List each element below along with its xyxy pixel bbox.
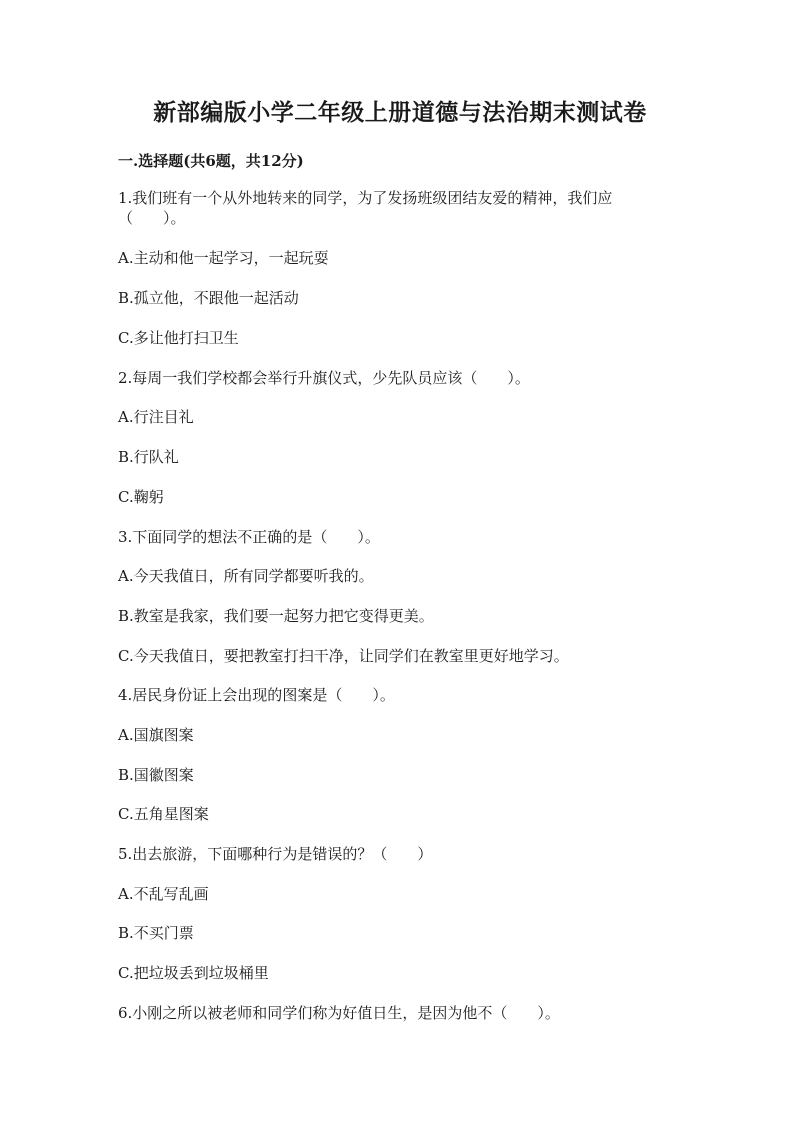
question-5-option-c: C.把垃圾丢到垃圾桶里: [118, 964, 269, 982]
question-4-option-b: B.国徽图案: [118, 766, 194, 784]
question-3-option-a: A.今天我值日，所有同学都要听我的。: [118, 567, 374, 585]
page-title: 新部编版小学二年级上册道德与法治期末测试卷: [153, 99, 647, 126]
question-1-stem-line-1: 1.我们班有一个从外地转来的同学，为了发扬班级团结友爱的精神，我们应: [118, 189, 613, 207]
question-4-option-a: A.国旗图案: [118, 726, 194, 744]
question-6-stem: 6.小刚之所以被老师和同学们称为好值日生，是因为他不（ ）。: [118, 1004, 560, 1022]
question-1-option-a: A.主动和他一起学习，一起玩耍: [118, 249, 329, 267]
question-5-stem: 5.出去旅游，下面哪种行为是错误的？（ ）: [118, 845, 433, 863]
question-1-option-c: C.多让他打扫卫生: [118, 329, 239, 347]
question-5-option-a: A.不乱写乱画: [118, 885, 209, 903]
question-2-option-b: B.行队礼: [118, 448, 179, 466]
question-4-option-c: C.五角星图案: [118, 805, 209, 823]
question-1-stem-line-2: （ ）。: [118, 209, 186, 227]
question-3-option-c: C.今天我值日，要把教室打扫干净，让同学们在教室里更好地学习。: [118, 647, 569, 665]
question-3-stem: 3.下面同学的想法不正确的是（ ）。: [118, 528, 380, 546]
question-5-option-b: B.不买门票: [118, 924, 194, 942]
question-2-option-c: C.鞠躬: [118, 488, 164, 506]
question-1-option-b: B.孤立他，不跟他一起活动: [118, 289, 299, 307]
section-heading: 一.选择题(共6题，共12分): [118, 152, 304, 170]
question-2-stem: 2.每周一我们学校都会举行升旗仪式，少先队员应该（ ）。: [118, 369, 530, 387]
question-2-option-a: A.行注目礼: [118, 408, 194, 426]
question-4-stem: 4.居民身份证上会出现的图案是（ ）。: [118, 686, 395, 704]
question-3-option-b: B.教室是我家，我们要一起努力把它变得更美。: [118, 607, 434, 625]
